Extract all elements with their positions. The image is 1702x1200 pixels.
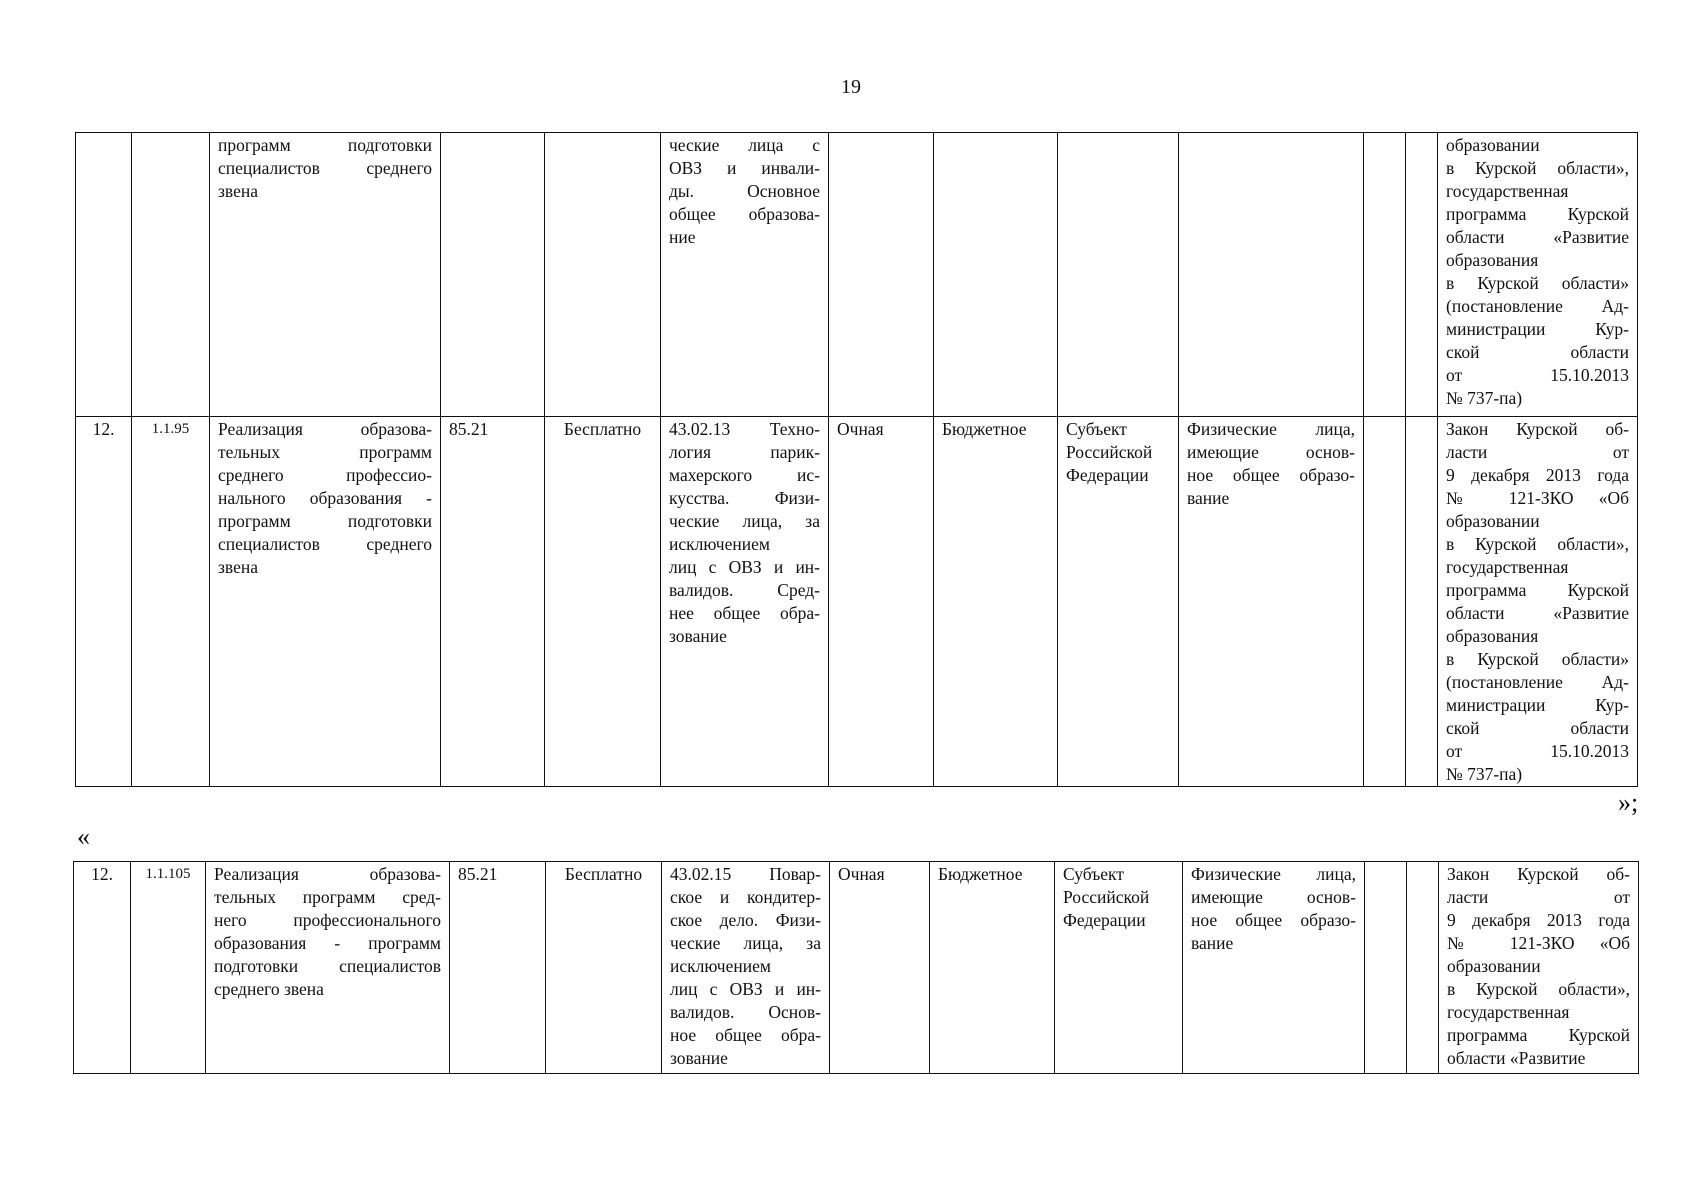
- cell-text-line: звена: [218, 181, 258, 201]
- cell-text-line: Закон Курской об-: [1447, 864, 1630, 884]
- cell-text-line: Физические лица,: [1187, 419, 1355, 439]
- cell-text-line: 9 декабря 2013 года: [1446, 465, 1629, 485]
- cell-text-line: общее образова-: [669, 204, 820, 224]
- services-table-new: [73, 861, 1639, 1074]
- cell-text-line: области «Развитие: [1447, 1048, 1586, 1068]
- cell-text-line: программа Курской: [1447, 1025, 1630, 1045]
- cell-text-line: в Курской области»: [1446, 273, 1629, 293]
- cell-text-line: 43.02.13 Техно-: [669, 419, 820, 439]
- cell-text-line: № 121-ЗКО «Об: [1447, 933, 1630, 953]
- cell-text-line: логия парик-: [669, 442, 820, 462]
- cell-empty-1: [1364, 417, 1406, 787]
- cell-text-line: нального образования -: [218, 488, 432, 508]
- cell-text-line: ние: [669, 227, 696, 247]
- cell-text-line: области «Развитие: [1446, 227, 1629, 247]
- cell-text-line: зование: [669, 626, 727, 646]
- cell-text-line: нее общее обра-: [669, 603, 820, 623]
- cell-text-line: звена: [218, 557, 258, 577]
- cell-text-line: от 15.10.2013: [1446, 365, 1629, 385]
- cell-text-line: в Курской области»,: [1447, 979, 1630, 999]
- cell-form: Очная: [830, 862, 930, 1074]
- cell-service-name: [206, 862, 450, 1074]
- cell-text-line: исключением: [669, 534, 770, 554]
- cell-text-line: в Курской области»,: [1446, 534, 1629, 554]
- cell-text-line: в Курской области»,: [1446, 158, 1629, 178]
- cell-num: 12.: [74, 862, 131, 1074]
- cell-text-line: государственная: [1447, 1002, 1570, 1022]
- cell-recipients: [1183, 862, 1365, 1074]
- cell-form: [829, 133, 934, 417]
- cell-text-line: ческие лица, за: [670, 933, 821, 953]
- cell-text-line: валидов. Сред-: [669, 580, 820, 600]
- cell-okved: [441, 133, 545, 417]
- cell-text-line: № 737-па): [1446, 764, 1523, 784]
- cell-text-line: специалистов среднего: [218, 158, 432, 178]
- cell-text-line: ды. Основное: [669, 181, 820, 201]
- table-row-12-1-1-95: [76, 417, 1638, 787]
- cell-empty-1: [1364, 133, 1406, 417]
- cell-service-name: [210, 133, 441, 417]
- cell-price: Бесплатно: [545, 417, 661, 787]
- cell-text-line: ОВЗ и инвали-: [669, 158, 820, 178]
- cell-price: Бесплатно: [546, 862, 662, 1074]
- cell-text-line: министрации Кур-: [1446, 695, 1629, 715]
- cell-text-line: образования: [1446, 250, 1539, 270]
- cell-text-line: ской области: [1446, 718, 1629, 738]
- table-row-continued: [76, 133, 1638, 417]
- cell-text-line: вание: [1191, 933, 1234, 953]
- cell-text-line: лиц с ОВЗ и ин-: [669, 557, 820, 577]
- cell-text-line: от 15.10.2013: [1446, 741, 1629, 761]
- cell-text-line: Закон Курской об-: [1446, 419, 1629, 439]
- cell-text-line: подготовки специалистов: [214, 956, 441, 976]
- cell-text-line: Российской: [1066, 442, 1153, 462]
- table-row-12-1-1-105: [74, 862, 1639, 1074]
- closing-quote: »;: [1618, 788, 1639, 817]
- cell-text-line: № 121-ЗКО «Об: [1446, 488, 1629, 508]
- cell-text-line: Субъект: [1066, 419, 1127, 439]
- cell-text-line: образования - программ: [214, 933, 441, 953]
- cell-text-line: Федерации: [1063, 910, 1146, 930]
- cell-okved: 85.21: [450, 862, 546, 1074]
- cell-text-line: программа Курской: [1446, 204, 1629, 224]
- cell-text-line: ческие лица, за: [669, 511, 820, 531]
- cell-text-line: (постановление Ад-: [1446, 672, 1629, 692]
- cell-text-line: программа Курской: [1446, 580, 1629, 600]
- cell-text-line: кусства. Физи-: [669, 488, 820, 508]
- cell-text-line: Физические лица,: [1191, 864, 1356, 884]
- cell-text-line: Российской: [1063, 887, 1150, 907]
- cell-text-line: тельных программ сред-: [214, 887, 441, 907]
- cell-text-line: программ подготовки: [218, 135, 432, 155]
- cell-empty-2: [1406, 417, 1438, 787]
- cell-funding: Бюджетное: [934, 417, 1058, 787]
- cell-text-line: тельных программ: [218, 442, 432, 462]
- cell-text-line: Реализация образова-: [218, 419, 432, 439]
- cell-text-line: ской области: [1446, 342, 1629, 362]
- cell-text-line: среднего профессио-: [218, 465, 432, 485]
- cell-recipients: [1179, 133, 1364, 417]
- cell-program: [661, 133, 829, 417]
- cell-text-line: вание: [1187, 488, 1230, 508]
- cell-text-line: среднего звена: [214, 979, 324, 999]
- cell-text-line: 9 декабря 2013 года: [1447, 910, 1630, 930]
- cell-text-line: ское и кондитер-: [670, 887, 821, 907]
- cell-text-line: валидов. Основ-: [670, 1002, 821, 1022]
- cell-code: 1.1.105: [131, 862, 206, 1074]
- cell-text-line: Субъект: [1063, 864, 1124, 884]
- cell-text-line: него профессионального: [214, 910, 441, 930]
- cell-text-line: лиц с ОВЗ и ин-: [670, 979, 821, 999]
- cell-okved: 85.21: [441, 417, 545, 787]
- cell-funding: Бюджетное: [930, 862, 1055, 1074]
- cell-service-name: [210, 417, 441, 787]
- cell-text-line: ское дело. Физи-: [670, 910, 821, 930]
- cell-num: [76, 133, 132, 417]
- cell-legal-basis: [1438, 417, 1638, 787]
- cell-text-line: образовании: [1446, 135, 1540, 155]
- cell-text-line: ласти от: [1446, 442, 1629, 462]
- cell-text-line: образовании: [1447, 956, 1541, 976]
- cell-text-line: Федерации: [1066, 465, 1149, 485]
- cell-text-line: ное общее обра-: [670, 1025, 821, 1045]
- cell-text-line: имеющие основ-: [1191, 887, 1356, 907]
- cell-text-line: (постановление Ад-: [1446, 296, 1629, 316]
- cell-text-line: исключением: [670, 956, 771, 976]
- cell-empty-1: [1365, 862, 1407, 1074]
- cell-num: 12.: [76, 417, 132, 787]
- cell-form: Очная: [829, 417, 934, 787]
- cell-text-line: ное общее образо-: [1187, 465, 1355, 485]
- opening-quote: «: [77, 822, 90, 851]
- cell-price: [545, 133, 661, 417]
- cell-text-line: области «Развитие: [1446, 603, 1629, 623]
- cell-text-line: ное общее образо-: [1191, 910, 1356, 930]
- cell-founder: [1055, 862, 1183, 1074]
- cell-text-line: образования: [1446, 626, 1539, 646]
- page-number: 19: [841, 76, 861, 98]
- cell-empty-2: [1407, 862, 1439, 1074]
- cell-text-line: государственная: [1446, 557, 1569, 577]
- cell-text-line: махерского ис-: [669, 465, 820, 485]
- cell-founder: [1058, 133, 1179, 417]
- cell-text-line: Реализация образова-: [214, 864, 441, 884]
- cell-program: [662, 862, 830, 1074]
- cell-text-line: министрации Кур-: [1446, 319, 1629, 339]
- cell-text-line: программ подготовки: [218, 511, 432, 531]
- cell-text-line: 43.02.15 Повар-: [670, 864, 821, 884]
- cell-recipients: [1179, 417, 1364, 787]
- cell-text-line: в Курской области»: [1446, 649, 1629, 669]
- services-table-continued: [75, 132, 1638, 787]
- cell-text-line: ческие лица с: [669, 135, 820, 155]
- cell-empty-2: [1406, 133, 1438, 417]
- cell-legal-basis: [1438, 133, 1638, 417]
- cell-text-line: образовании: [1446, 511, 1540, 531]
- cell-code: 1.1.95: [132, 417, 210, 787]
- cell-text-line: № 737-па): [1446, 388, 1523, 408]
- cell-program: [661, 417, 829, 787]
- cell-founder: [1058, 417, 1179, 787]
- cell-legal-basis: [1439, 862, 1639, 1074]
- cell-text-line: специалистов среднего: [218, 534, 432, 554]
- cell-text-line: имеющие основ-: [1187, 442, 1355, 462]
- cell-text-line: государственная: [1446, 181, 1569, 201]
- cell-text-line: ласти от: [1447, 887, 1630, 907]
- cell-code: [132, 133, 210, 417]
- cell-funding: [934, 133, 1058, 417]
- cell-text-line: зование: [670, 1048, 728, 1068]
